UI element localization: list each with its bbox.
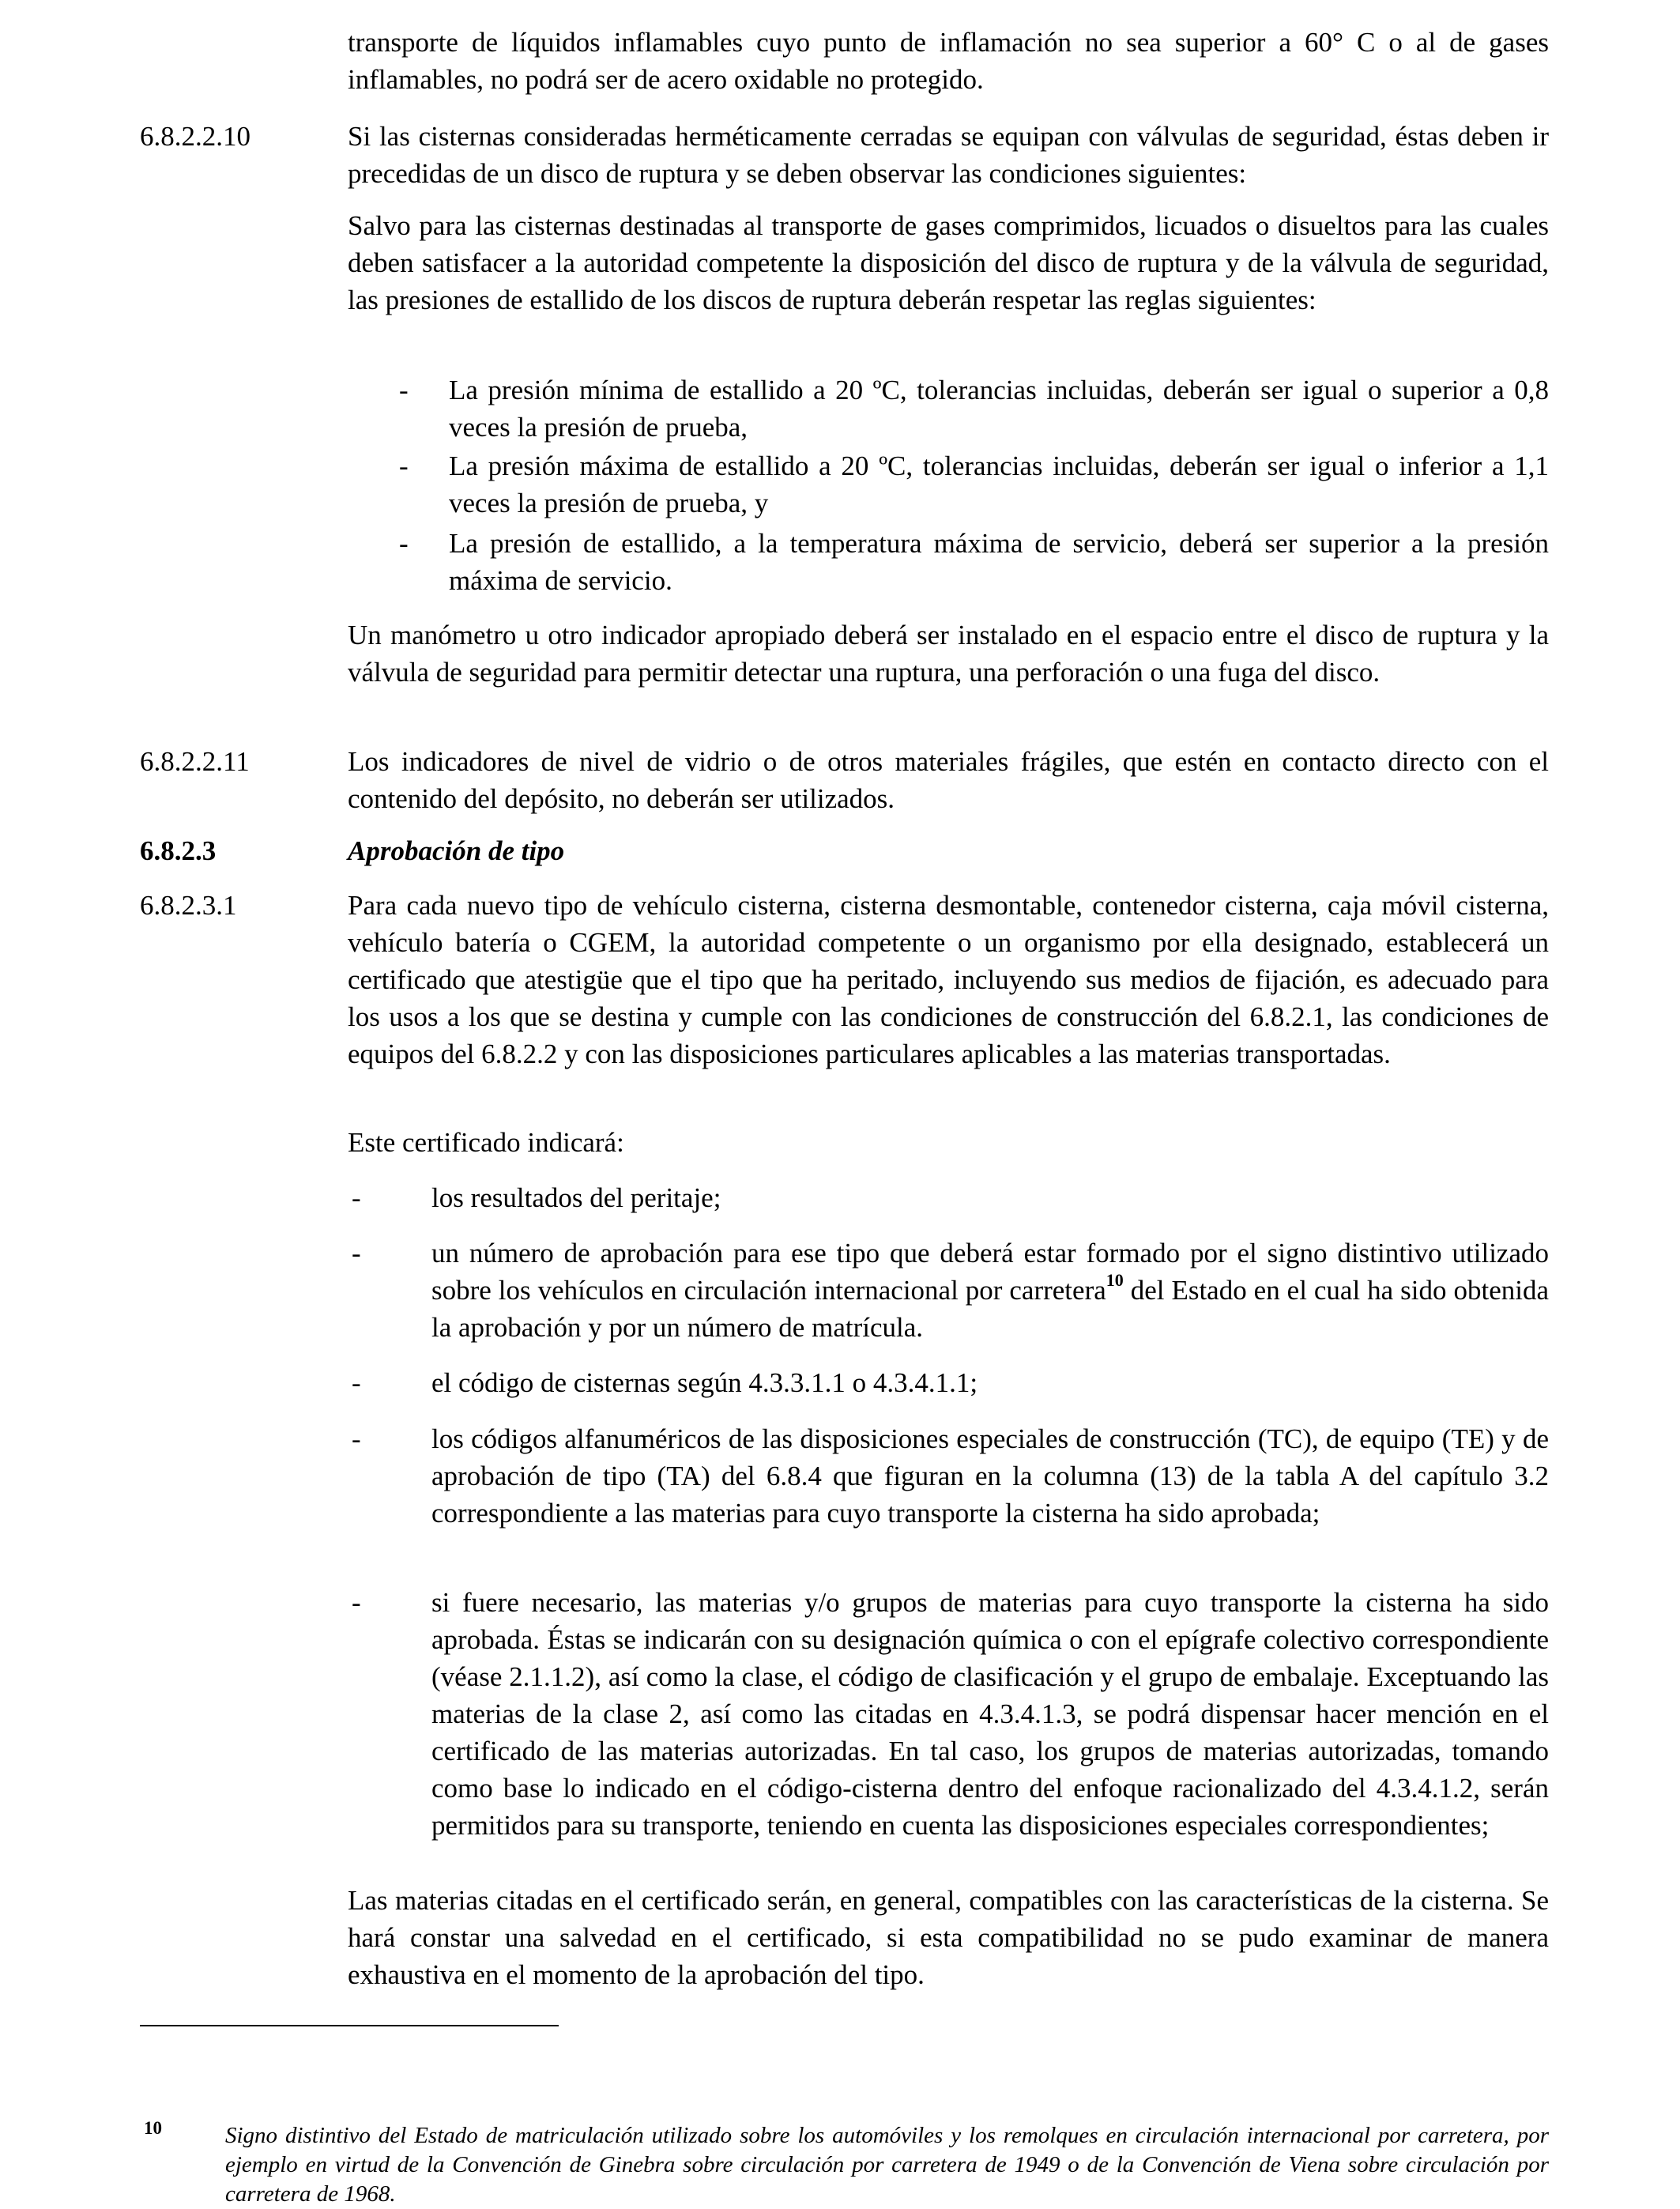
bullet-max-pressure: La presión máxima de estallido a 20 ºC, tolerancias incluidas, deberán ser igual o inferior a 1,1 veces la presión de prueba, y [449,450,1549,518]
bullet-service-pressure: La presión de estallido, a la temperatura máxima de servicio, deberá ser superior a la presión máxima de servicio. [449,528,1549,596]
bullet-dash: - [399,528,409,559]
section-heading-number: 6.8.2.3 [140,835,217,866]
bullet-dash: - [399,375,409,405]
section-number-6822211: 6.8.2.2.11 [140,746,250,777]
list-item-alphanumeric-codes: los códigos alfanuméricos de las disposiciones especiales de construcción (TC), de equipo (TE) y de aprobación de tipo (TA) del 6.8.4 que figuran en la columna (13) de la tabla A del capítulo 3.2 correspondiente a las materias para cuyo transporte la cisterna ha sido aprobada; [431,1423,1549,1529]
list-dash: - [352,1238,361,1268]
list-item-results: los resultados del peritaje; [431,1182,721,1213]
footnote-reference: 10 [1106,1270,1124,1291]
list-item-tank-code: el código de cisternas según 4.3.3.1.1 o 4.3.4.1.1; [431,1367,978,1398]
list-dash: - [352,1587,361,1618]
list-dash: - [352,1423,361,1454]
approval-number-text-a: un número de aprobación para ese tipo que deberá estar formado por el signo distintivo utilizado sobre los vehículos en circulación internacional por carretera [431,1238,1549,1306]
list-item-substances: si fuere necesario, las materias y/o grupos de materias para cuyo transporte la cisterna ha sido aprobada. Éstas se indicarán con su designación química o con el epígrafe colectivo correspondiente (véase 2.1.1.2), así como la clase, el código de clasificación y el grupo de embalaje. Exceptuando las materias de la clase 2, así como las citadas en 4.3.4.1.3, se podrá dispensar hacer mención en el certificado de las materias autorizadas. En tal caso, los grupos de materias autorizadas, tomando como base lo indicado en el código-cisterna dentro del enfoque racionalizado del 4.3.4.1.2, serán permitidos para su transporte, teniendo en cuenta las disposiciones especiales correspondientes; [431,1587,1549,1841]
footnote-separator [140,2025,559,2026]
section-68231-certificate-lead: Este certificado indicará: [348,1127,624,1158]
section-68231-intro: Para cada nuevo tipo de vehículo cisterna, cisterna desmontable, contenedor cisterna, caja móvil cisterna, vehículo batería o CGEM, la autoridad competente o un organismo por ella designado, establecerá un certificado que atestigüe que el tipo que ha peritado, incluyendo sus medios de fijación, es adecuado para los usos a los que se destina y cumple con las condiciones de construcción del 6.8.2.1, las condiciones de equipos del 6.8.2.2 y con las disposiciones particulares aplicables a las materias transportadas. [348,890,1549,1069]
section-6822210-intro: Si las cisternas consideradas herméticamente cerradas se equipan con válvulas de seguridad, éstas deben ir precedidas de un disco de ruptura y se deben observar las condiciones siguientes: [348,121,1549,189]
footnote-text: Signo distintivo del Estado de matriculación utilizado sobre los automóviles y los remolques en circulación internacional por carretera, por ejemplo en virtud de la Convención de Ginebra sobre circulación por carretera de 1949 o de la Convención de Viena sobre circulación por carretera de 1968. [225,2123,1549,2207]
section-68231-compatibility: Las materias citadas en el certificado serán, en general, compatibles con las características de la cisterna. Se hará constar una salvedad en el certificado, si esta compatibilidad no se pudo examinar de manera exhaustiva en el momento de la aprobación del tipo. [348,1885,1549,1990]
bullet-dash: - [399,450,409,481]
section-6822210-conditions: Salvo para las cisternas destinadas al transporte de gases comprimidos, licuados o disueltos para las cuales deben satisfacer a la autoridad competente la disposición del disco de ruptura y de la válvula de seguridad, las presiones de estallido de los discos de ruptura deberán respetar las reglas siguientes: [348,210,1549,315]
footnote-number: 10 [144,2118,162,2138]
section-6822211-text: Los indicadores de nivel de vidrio o de otros materiales frágiles, que estén en contacto directo con el contenido del depósito, no deberán ser utilizados. [348,746,1549,814]
list-item-approval-number [431,1235,1549,1346]
section-number-68231: 6.8.2.3.1 [140,890,237,921]
list-dash: - [352,1367,361,1398]
section-number-6822210: 6.8.2.2.10 [140,121,250,152]
section-6822210-manometer: Un manómetro u otro indicador apropiado deberá ser instalado en el espacio entre el disco de ruptura y la válvula de seguridad para permitir detectar una ruptura, una perforación o una fuga del disco. [348,620,1549,688]
approval-number-text-b: del Estado en el cual ha sido obtenida la aprobación y por un número de matrícula. [431,1275,1549,1343]
list-dash: - [352,1182,361,1213]
bullet-min-pressure: La presión mínima de estallido a 20 ºC, tolerancias incluidas, deberán ser igual o superior a 0,8 veces la presión de prueba, [449,375,1549,443]
section-heading-title: Aprobación de tipo [348,835,565,866]
continuation-paragraph: transporte de líquidos inflamables cuyo punto de inflamación no sea superior a 60° C o al de gases inflamables, no podrá ser de acero oxidable no protegido. [348,27,1549,95]
